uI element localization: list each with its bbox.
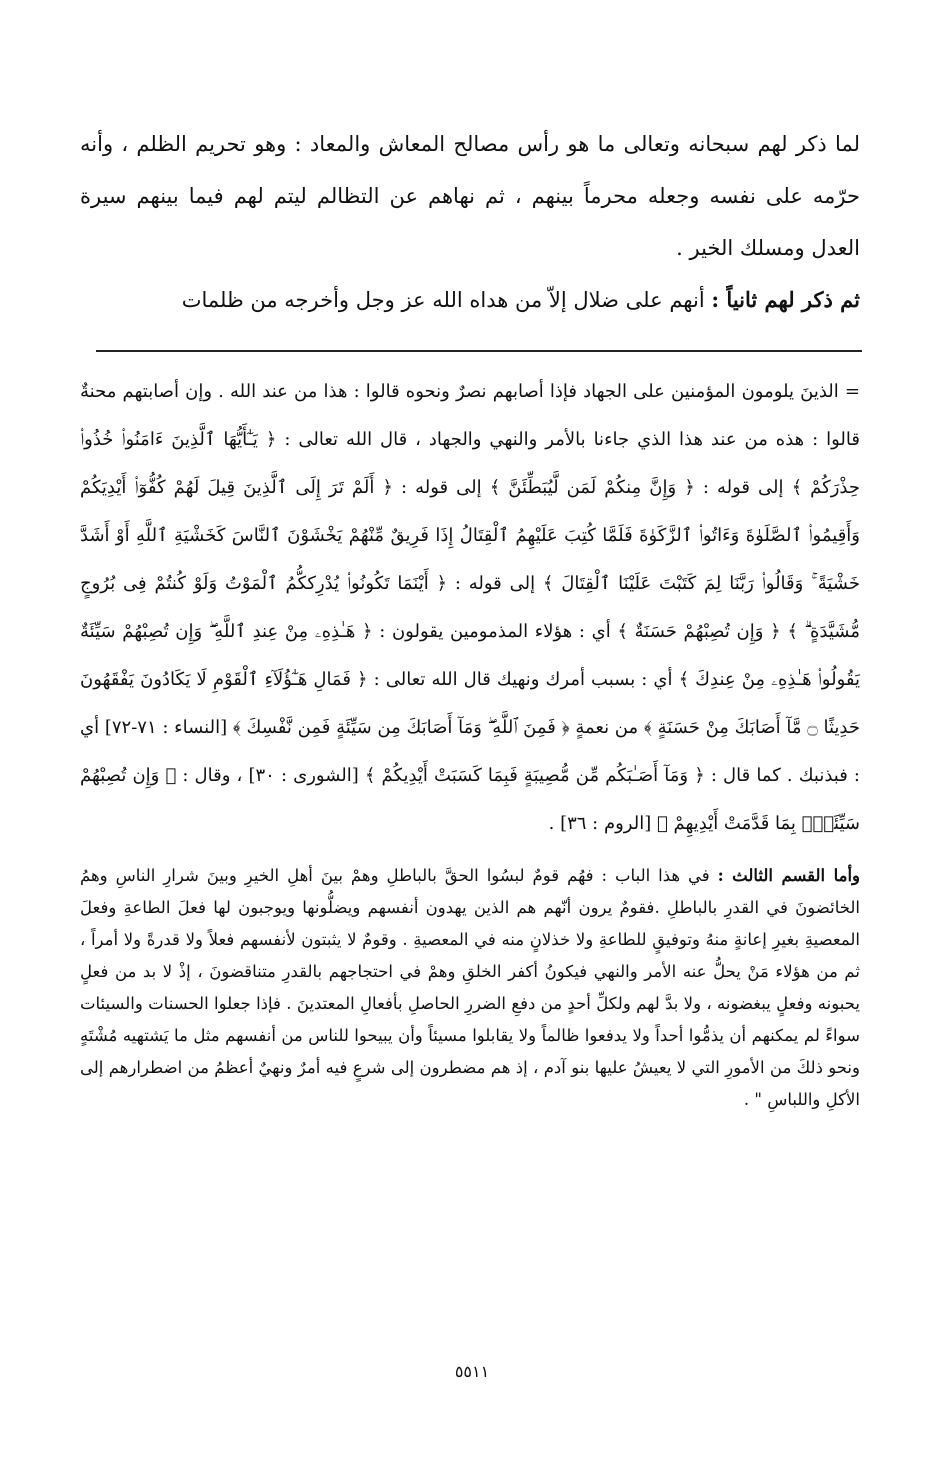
main-paragraph-1: لما ذكر لهم سبحانه وتعالى ما هو رأس مصالح المعاش والمعاد : وهو تحريم الظلم ، وأنه حرّمه على نفسه وجعله محرماً بينهم ، ثم نهاهم عن التظالم ليتم لهم فيما بينهم سيرة العدل ومسلك الخير . [80,132,860,260]
page-number: ٥٥١١ [454,1362,490,1381]
footnote-paragraph-2-lead: وأما القسم الثالث : [717,866,860,885]
main-paragraph-2-text: أنهم على ضلال إلاّ من هداه الله عز وجل وأخرجه من ظلمات [181,288,705,312]
main-text [80,118,860,326]
main-paragraph-2-lead: ثم ذكر لهم ثانياً : [711,287,860,312]
footnote-divider [96,350,862,352]
main-paragraph-2 [80,274,860,326]
footnote-paragraph-1: = الذينَ يلومون المؤمنين على الجهاد فإذا أصابهم نصرٌ ونحوه قالوا : هذا من عند الله . وإن أصابتهم محنةٌ قالوا : هذه من عند هذا الذي جاءنا بالأمر والنهي والجهاد ، قال الله تعالى : ﴿ يَـٰٓأَيُّهَا ٱلَّذِينَ ءَامَنُوا۟ خُذُوا۟ حِذْرَكُمْ ﴾ إلى قوله : ﴿ وَإِنَّ مِنكُمْ لَمَن لَّيُبَطِّئَنَّ ﴾ إلى قوله : ﴿ أَلَمْ تَرَ إِلَى ٱلَّذِينَ قِيلَ لَهُمْ كُفُّوٓا۟ أَيْدِيَكُمْ وَأَقِيمُوا۟ ٱلصَّلَوٰةَ وَءَاتُوا۟ ٱلزَّكَوٰةَ فَلَمَّا كُتِبَ عَلَيْهِمُ ٱلْقِتَالُ إِذَا فَرِيقٌ مِّنْهُمْ يَخْشَوْنَ ٱلنَّاسَ كَخَشْيَةِ ٱللَّهِ أَوْ أَشَدَّ خَشْيَةً ۚ وَقَالُوا۟ رَبَّنَا لِمَ كَتَبْتَ عَلَيْنَا ٱلْقِتَالَ ﴾ إلى قوله : ﴿ أَيْنَمَا تَكُونُوا۟ يُدْرِككُّمُ ٱلْمَوْتُ وَلَوْ كُنتُمْ فِى بُرُوجٍ مُّشَيَّدَةٍ ۗ ﴾ ﴿ وَإِن تُصِبْهُمْ حَسَنَةٌ ﴾ أي : هؤلاء المذمومين يقولون : ﴿ هَـٰذِهِۦ مِنْ عِندِ ٱللَّهِ ۖ وَإِن تُصِبْهُمْ سَيِّئَةٌ يَقُولُوا۟ هَـٰذِهِۦ مِنْ عِندِكَ ﴾ أي : بسبب أمرك ونهيك قال الله تعالى : ﴿ فَمَالِ هَـٰٓؤُلَآءِ ٱلْقَوْمِ لَا يَكَادُونَ يَفْقَهُونَ حَدِيثًا ۝ مَّآ أَصَابَكَ مِنْ حَسَنَةٍ ﴾ من نعمةٍ ﴿ فَمِنَ ٱللَّهِ ۖ وَمَآ أَصَابَكَ مِن سَيِّئَةٍ فَمِن نَّفْسِكَ ﴾ [النساء : ٧١-٧٢] أي : فبذنبك . كما قال : ﴿ وَمَآ أَصَـٰبَكُم مِّن مُّصِيبَةٍ فَبِمَا كَسَبَتْ أَيْدِيكُمْ ﴾ [الشورى : ٣٠] ، وقال : ﴿ وَإِن تُصِبْهُمْ سَيِّئَةٌۢ بِمَا قَدَّمَتْ أَيْدِيهِمْ ﴾ [الروم : ٣٦] . [80,381,861,834]
footnote-gap [80,848,860,860]
footnote-paragraph-2-text: في هذا الباب : فهُم قومٌ لبسُوا الحقَّ بالباطلِ وهمْ بينَ أهلِ الخيرِ وبينَ شرارِ الناسِ وهمُ الخائضونَ في القدرِ بالباطلِ .فقومٌ يرون أنّهم هم الذين يهدون أنفسهم ويضلُّونها ويوجبون لها فعلَ الطاعةِ وفعلَ المعصيةِ بغيرِ إعانةٍ منهُ وتوفيقٍ للطاعةِ ولا خذلانٍ منه في المعصيةِ . وقومٌ لا يثبتون لأنفسهم فعلاً ولا قدرةً ولا أمراً ، ثم من هؤلاء مَنْ يحلُّ عنه الأمر والنهي فيكونُ أكفر الخلقِ وهمْ في احتجاجهم بالقدرِ متناقضونَ ، إذْ لا بد من فعلٍ يحبونه وفعلٍ يبغضونه ، ولا بدَّ لهم ولكلِّ أحدٍ من دفعِ الضررِ الحاصلِ بأفعالِ المعتدينَ . فإذا جعلوا الحسنات والسيئات سواءً لم يمكنهم أن يذمُّوا أحداً ولا يدفعوا ظالماً ولا يقابلوا مسيئاً وأن يبيحوا للناس من أنفسهم مثل ما يَشتهيه مُشْتَهٍ ونحو ذلكَ من الأمورِ التي لا يعيشُ عليها بنو آدم ، إذ هم مضطرون إلى شرعٍ فيه أمرٌ ونهيٌ أعظمُ من اضطرارهم إلى الأكلِ واللباسِ " . [80,866,860,1109]
footnote-paragraph-2 [80,860,860,1116]
footnotes [80,368,860,1116]
